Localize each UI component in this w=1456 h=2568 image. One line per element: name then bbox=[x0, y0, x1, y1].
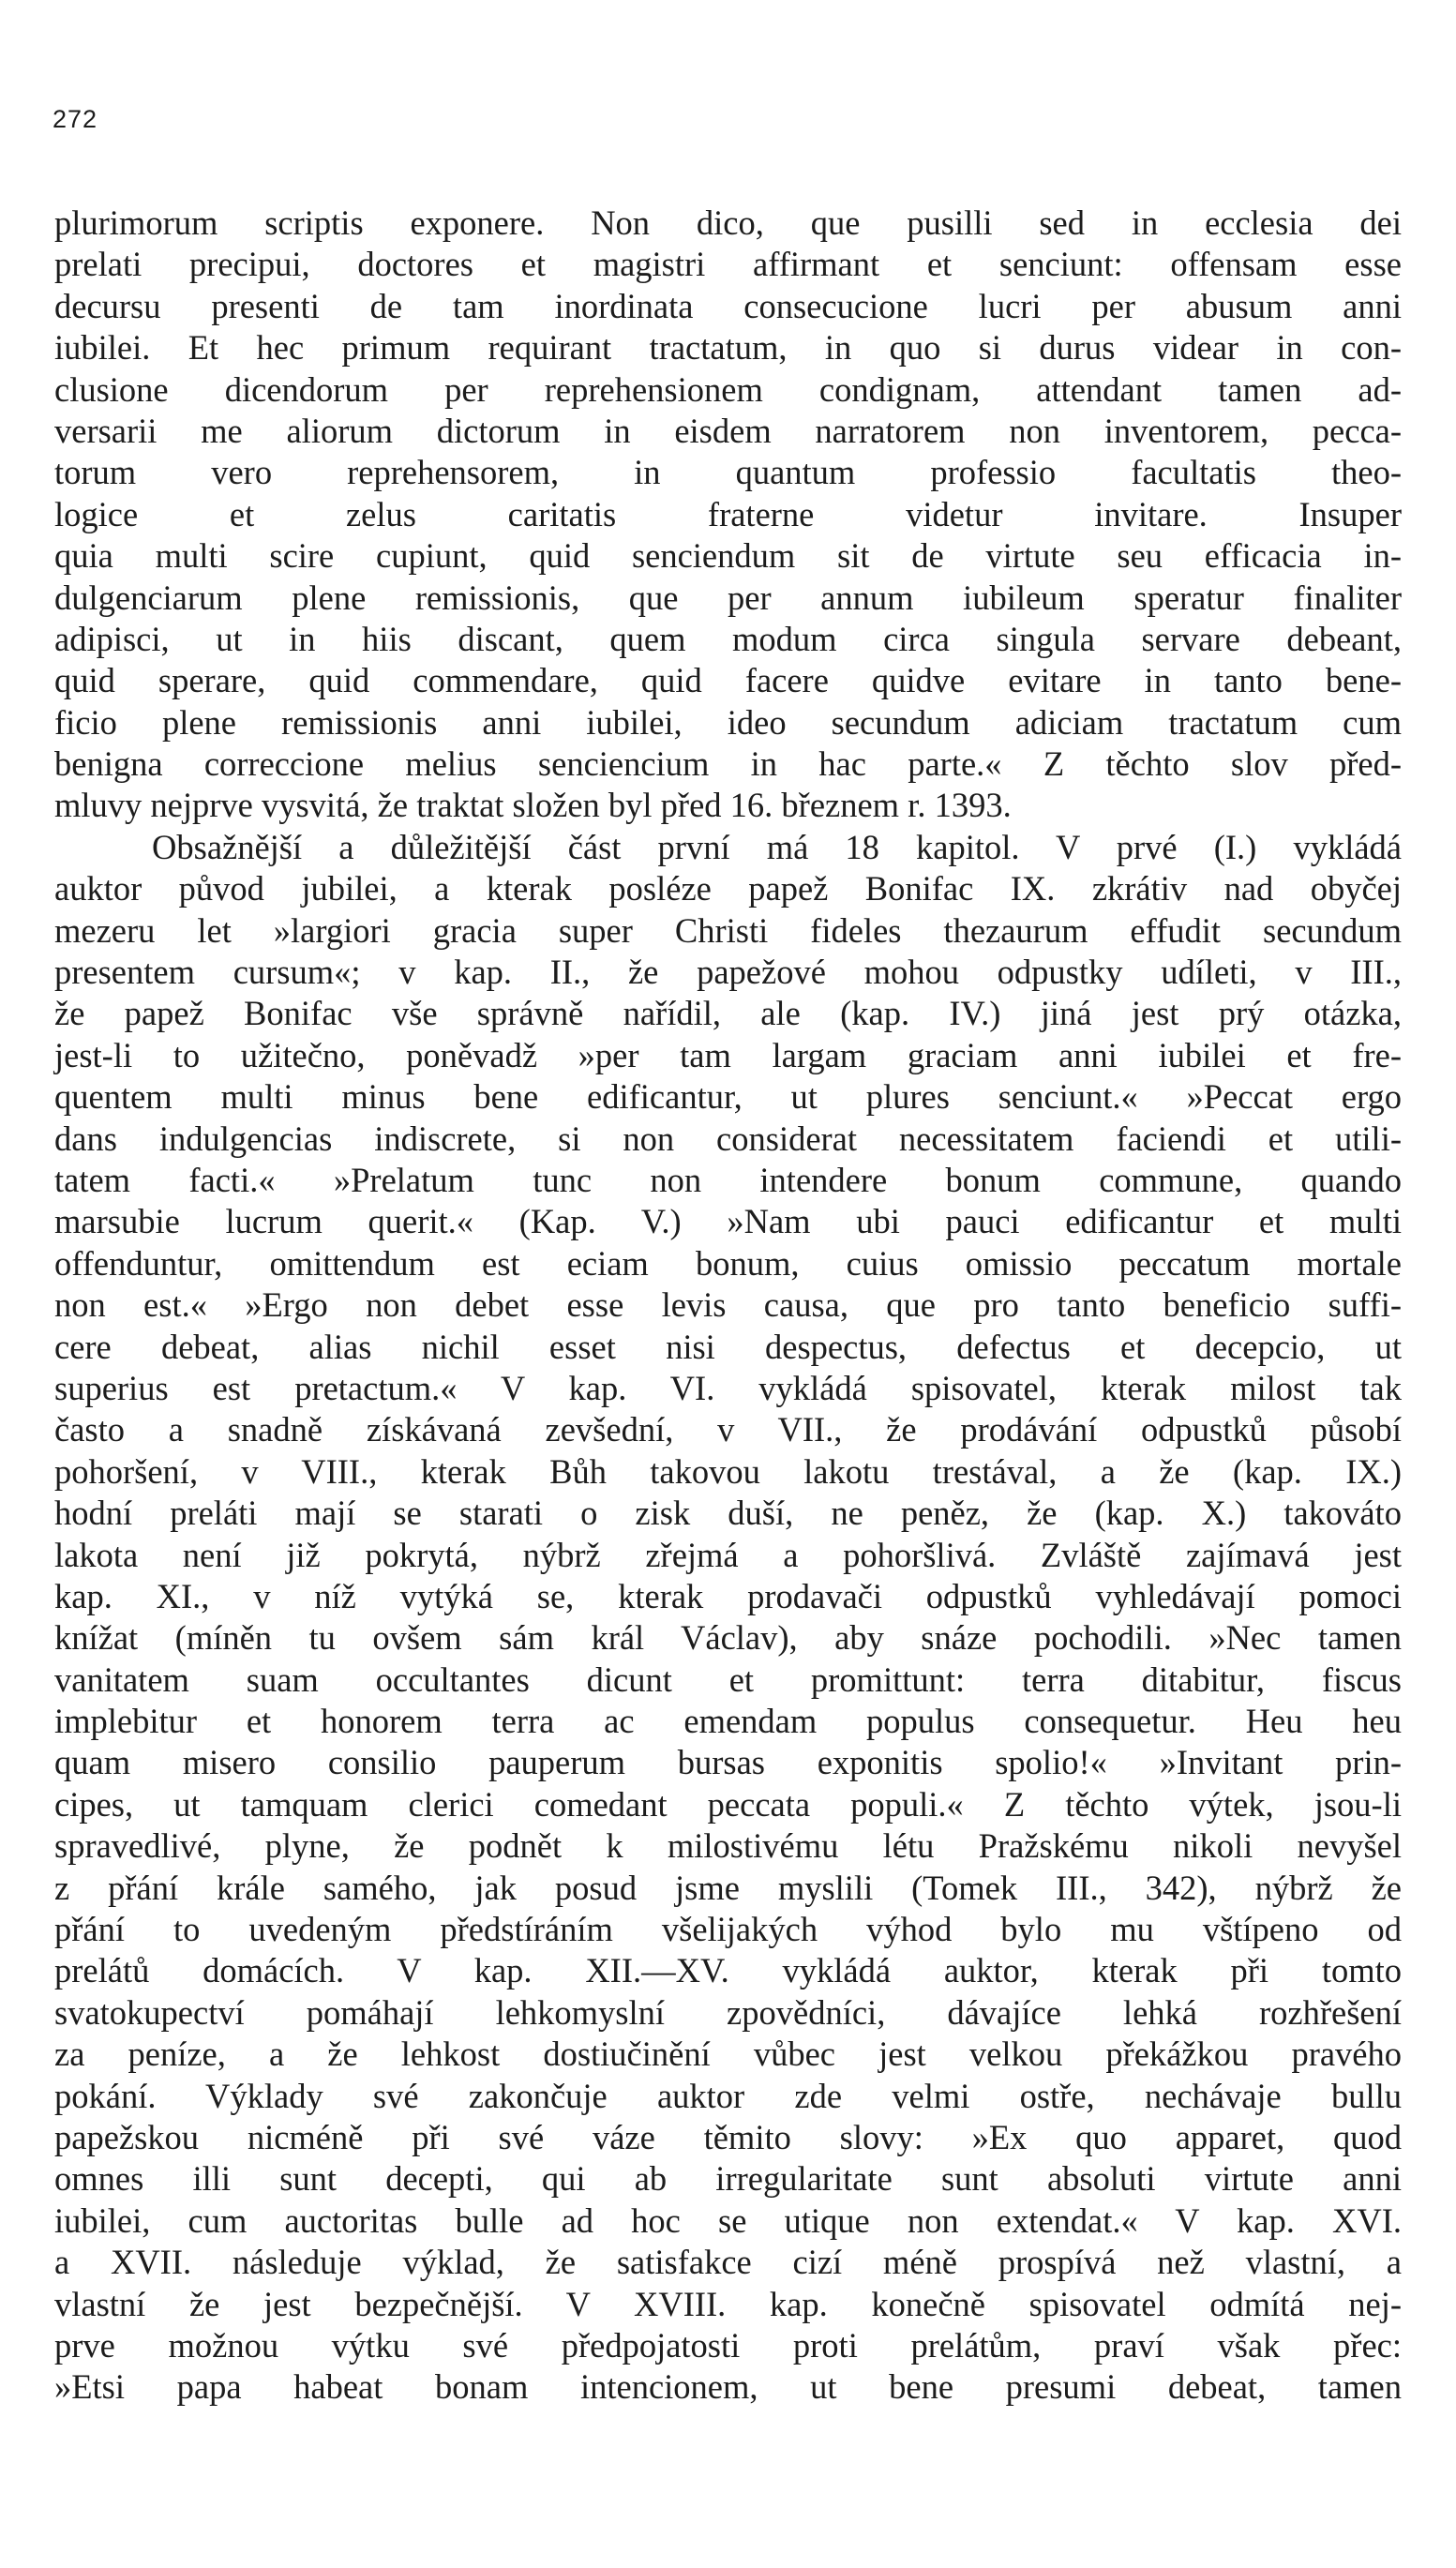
text-line: pohoršení, v VIII., kterak Bůh takovou lakotu trestával, a že (kap. IX.) bbox=[54, 1451, 1402, 1491]
text-line: vanitatem suam occultantes dicunt et promittunt: terra ditabitur, fiscus bbox=[54, 1659, 1402, 1699]
text-line: pokání. Výklady své zakončuje auktor zde velmi ostře, nechávaje bullu bbox=[54, 2076, 1402, 2115]
text-line: cipes, ut tamquam clerici comedant peccata populi.« Z těchto výtek, jsou-li bbox=[54, 1784, 1402, 1824]
text-line: offenduntur, omittendum est eciam bonum, cuius omissio peccatum mortale bbox=[54, 1243, 1402, 1283]
text-line: quid sperare, quid commendare, quid facere quidve evitare in tanto bene- bbox=[54, 661, 1402, 700]
text-line: implebitur et honorem terra ac emendam populus consequetur. Heu heu bbox=[54, 1702, 1402, 1741]
text-line: a XVII. následuje výklad, že satisfakce cizí méně prospívá než vlastní, a bbox=[54, 2243, 1402, 2282]
text-line: papežskou nicméně při své váze těmito slovy: »Ex quo apparet, quod bbox=[54, 2117, 1402, 2156]
text-line: za peníze, a že lehkost dostiučinění vůbec jest velkou překážkou pravého bbox=[54, 2035, 1402, 2074]
text-line: decursu presenti de tam inordinata consecucione lucri per abusum anni bbox=[54, 286, 1402, 325]
text-line: jest-li to užitečno, poněvadž »per tam largam graciam anni iubilei et fre- bbox=[54, 1035, 1402, 1074]
text-line: z přání krále samého, jak posud jsme myslili (Tomek III., 342), nýbrž že bbox=[54, 1868, 1402, 1907]
text-line: plurimorum scriptis exponere. Non dico, que pusilli sed in ecclesia dei bbox=[54, 203, 1402, 242]
text-line: iubilei, cum auctoritas bulle ad hoc se utique non extendat.« V kap. XVI. bbox=[54, 2200, 1402, 2240]
text-line: prve možnou výtku své předpojatosti proti prelátům, praví však přec: bbox=[54, 2325, 1402, 2365]
text-line: Obsažnější a důležitější část první má 18 kapitol. V prvé (I.) vykládá bbox=[152, 827, 1402, 866]
text-line: clusione dicendorum per reprehensionem condignam, attendant tamen ad- bbox=[54, 369, 1402, 409]
text-line: adipisci, ut in hiis discant, quem modum circa singula servare debeant, bbox=[54, 619, 1402, 658]
text-line: spravedlivé, plyne, že podnět k milostivému létu Pražskému nikoli nevyšel bbox=[54, 1826, 1402, 1866]
text-line: dulgenciarum plene remissionis, que per annum iubileum speratur finaliter bbox=[54, 578, 1402, 617]
text-line: auktor původ jubilei, a kterak posléze papež Bonifac IX. zkrátiv nad obyčej bbox=[54, 869, 1402, 909]
text-line: cere debeat, alias nichil esset nisi despectus, defectus et decepcio, ut bbox=[54, 1327, 1402, 1366]
text-line: často a snadně získávaná zevšední, v VII., že prodávání odpustků působí bbox=[54, 1410, 1402, 1449]
text-line: presentem cursum«; v kap. II., že papežové mohou odpustky udíleti, v III., bbox=[54, 953, 1402, 992]
text-line: marsubie lucrum querit.« (Kap. V.) »Nam ubi pauci edificantur et multi bbox=[54, 1202, 1402, 1241]
text-line: »Etsi papa habeat bonam intencionem, ut bene presumi debeat, tamen bbox=[54, 2367, 1402, 2407]
page-number: 272 bbox=[53, 105, 98, 133]
text-line: ficio plene remissionis anni iubilei, ideo secundum adiciam tractatum cum bbox=[54, 702, 1402, 742]
text-line: benigna correccione melius senciencium in hac parte.« Z těchto slov před- bbox=[54, 744, 1402, 784]
text-line: svatokupectví pomáhají lehkomyslní zpovědníci, dávajíce lehká rozhřešení bbox=[54, 1992, 1402, 2032]
text-line: hodní preláti mají se starati o zisk duší, ne peněz, že (kap. X.) takováto bbox=[54, 1494, 1402, 1533]
text-line: omnes illi sunt decepti, qui ab irregularitate sunt absoluti virtute anni bbox=[54, 2159, 1402, 2199]
text-line: mezeru let »largiori gracia super Christi fideles thezaurum effudit secundum bbox=[54, 910, 1402, 950]
text-line: quia multi scire cupiunt, quid senciendum sit de virtute seu efficacia in- bbox=[54, 536, 1402, 576]
text-line: torum vero reprehensorem, in quantum professio facultatis theo- bbox=[54, 453, 1402, 492]
text-line: iubilei. Et hec primum requirant tractatum, in quo si durus videar in con- bbox=[54, 328, 1402, 368]
text-line: dans indulgencias indiscrete, si non considerat necessitatem faciendi et utili- bbox=[54, 1119, 1402, 1158]
text-line: knížat (míněn tu ovšem sám král Václav), aby snáze pochodili. »Nec tamen bbox=[54, 1618, 1402, 1658]
text-line: quentem multi minus bene edificantur, ut plures senciunt.« »Peccat ergo bbox=[54, 1077, 1402, 1117]
text-line: prelati precipui, doctores et magistri affirmant et senciunt: offensam esse bbox=[54, 245, 1402, 284]
text-line: logice et zelus caritatis fraterne videtur invitare. Insuper bbox=[54, 494, 1402, 533]
text-line: že papež Bonifac vše správně nařídil, ale (kap. IV.) jiná jest prý otázka, bbox=[54, 994, 1402, 1033]
text-line: mluvy nejprve vysvitá, že traktat složen byl před 16. březnem r. 1393. bbox=[54, 786, 1012, 825]
text-line: kap. XI., v níž vytýká se, kterak prodavači odpustků vyhledávají pomoci bbox=[54, 1576, 1402, 1615]
body-text bbox=[54, 203, 1402, 2409]
text-line: přání to uvedeným předstíráním všelijakých výhod bylo mu vštípeno od bbox=[54, 1910, 1402, 1949]
text-line: superius est pretactum.« V kap. VI. vykládá spisovatel, kterak milost tak bbox=[54, 1368, 1402, 1407]
text-line: prelátů domácích. V kap. XII.—XV. vykládá auktor, kterak při tomto bbox=[54, 1951, 1402, 1990]
text-line: quam misero consilio pauperum bursas exponitis spolio!« »Invitant prin- bbox=[54, 1743, 1402, 1782]
text-line: lakota není již pokrytá, nýbrž zřejmá a pohoršlivá. Zvláště zajímavá jest bbox=[54, 1535, 1402, 1574]
text-line: non est.« »Ergo non debet esse levis causa, que pro tanto beneficio suffi- bbox=[54, 1285, 1402, 1325]
text-line: tatem facti.« »Prelatum tunc non intendere bonum commune, quando bbox=[54, 1160, 1402, 1199]
text-line: vlastní že jest bezpečnější. V XVIII. kap. konečně spisovatel odmítá nej- bbox=[54, 2284, 1402, 2323]
text-line: versarii me aliorum dictorum in eisdem narratorem non inventorem, pecca- bbox=[54, 411, 1402, 450]
